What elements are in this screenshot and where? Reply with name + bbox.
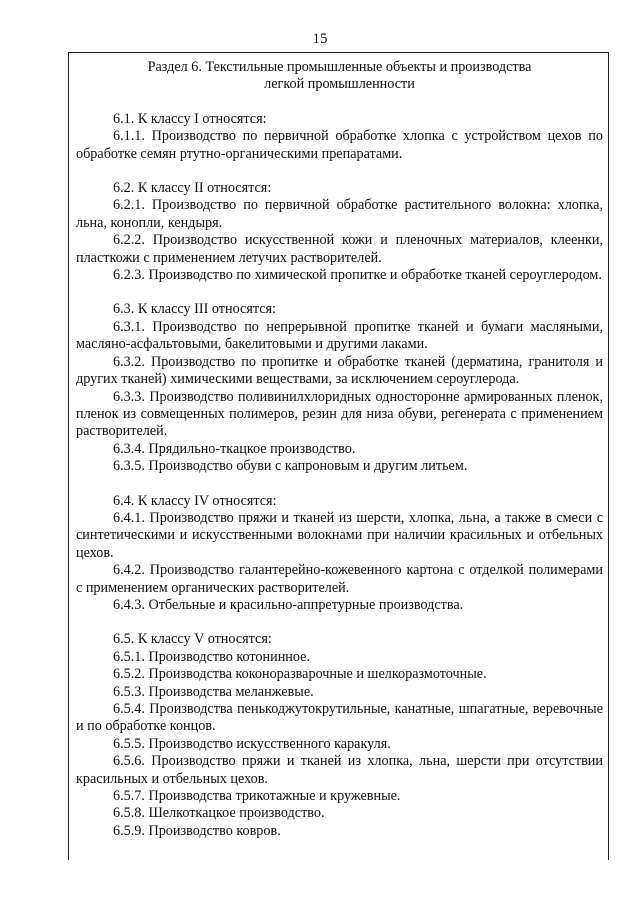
list-item: 6.2.1. Производство по первичной обработке растительного волокна: хлопка, льна, конопли, кендыря. xyxy=(76,197,603,231)
class-group-3 xyxy=(76,301,603,475)
section-title-line1: Раздел 6. Текстильные промышленные объекты и производства xyxy=(147,59,532,75)
class-group-2 xyxy=(76,180,603,284)
class-group-4 xyxy=(76,493,603,615)
class-heading: 6.3. К классу III относятся: xyxy=(113,301,276,318)
list-item: 6.5.7. Производства трикотажные и кружевные. xyxy=(113,788,401,805)
list-item: 6.5.2. Производства коконоразварочные и шелкоразмоточные. xyxy=(113,666,487,683)
list-item: 6.3.4. Прядильно-ткацкое производство. xyxy=(113,440,356,457)
list-item: 6.5.1. Производство котонинное. xyxy=(113,648,311,665)
class-heading: 6.4. К классу IV относятся: xyxy=(113,492,277,509)
list-item: 6.4.1. Производство пряжи и тканей из шерсти, хлопка, льна, а также в смеси с синтетическими и искусственными волокнами при наличии красильных и отбельных цехов. xyxy=(76,509,603,561)
list-item: 6.5.4. Производства пенькоджутокрутильные, канатные, шпагатные, веревочные и по обработке концов. xyxy=(76,701,603,735)
section-title xyxy=(76,59,603,94)
class-heading: 6.2. К классу II относятся: xyxy=(113,180,272,197)
list-item: 6.5.5. Производство искусственного каракуля. xyxy=(113,735,391,752)
document-body xyxy=(76,59,603,840)
list-item: 6.3.2. Производство по пропитке и обработке тканей (дерматина, гранитоля и других тканей) химическими веществами, за исключением сероуглерода. xyxy=(76,353,603,388)
class-heading: 6.5. К классу V относятся: xyxy=(113,631,272,648)
list-item: 6.5.9. Производство ковров. xyxy=(113,822,281,839)
list-item: 6.5.6. Производство пряжи и тканей из хлопка, льна, шерсти при отсутствии красильных и отбельных цехов. xyxy=(76,753,603,787)
list-item: 6.4.2. Производство галантерейно-кожевенного картона с отделкой полимерами с применением органических растворителей. xyxy=(76,562,603,596)
list-item: 6.3.1. Производство по непрерывной пропитке тканей и бумаги масляными, масляно-асфальтовыми, бакелитовыми и другими лаками. xyxy=(76,318,603,353)
list-item: 6.3.3. Производство поливинилхлоридных односторонне армированных пленок, пленок из совмещенных полимеров, резин для низа обуви, регенерата с применением растворителей. xyxy=(76,388,603,440)
class-group-5 xyxy=(76,631,603,840)
class-group-1 xyxy=(76,111,603,163)
list-item: 6.3.5. Производство обуви с капроновым и другим литьем. xyxy=(113,458,468,475)
page-number: 15 xyxy=(312,31,328,47)
list-item: 6.4.3. Отбельные и красильно-аппретурные производства. xyxy=(113,596,464,613)
list-item: 6.5.3. Производства меланжевые. xyxy=(113,683,314,700)
list-item: 6.2.3. Производство по химической пропитке и обработке тканей сероуглеродом. xyxy=(113,267,602,284)
list-item: 6.1.1. Производство по первичной обработке хлопка с устройством цехов по обработке семян ртутно-органическими препаратами. xyxy=(76,128,603,162)
class-heading: 6.1. К классу I относятся: xyxy=(113,110,267,127)
list-item: 6.5.8. Шелкоткацкое производство. xyxy=(113,805,325,822)
section-title-line2: легкой промышленности xyxy=(264,76,415,93)
list-item: 6.2.2. Производство искусственной кожи и пленочных материалов, клеенки, пласткожи с применением летучих растворителей. xyxy=(76,232,603,266)
